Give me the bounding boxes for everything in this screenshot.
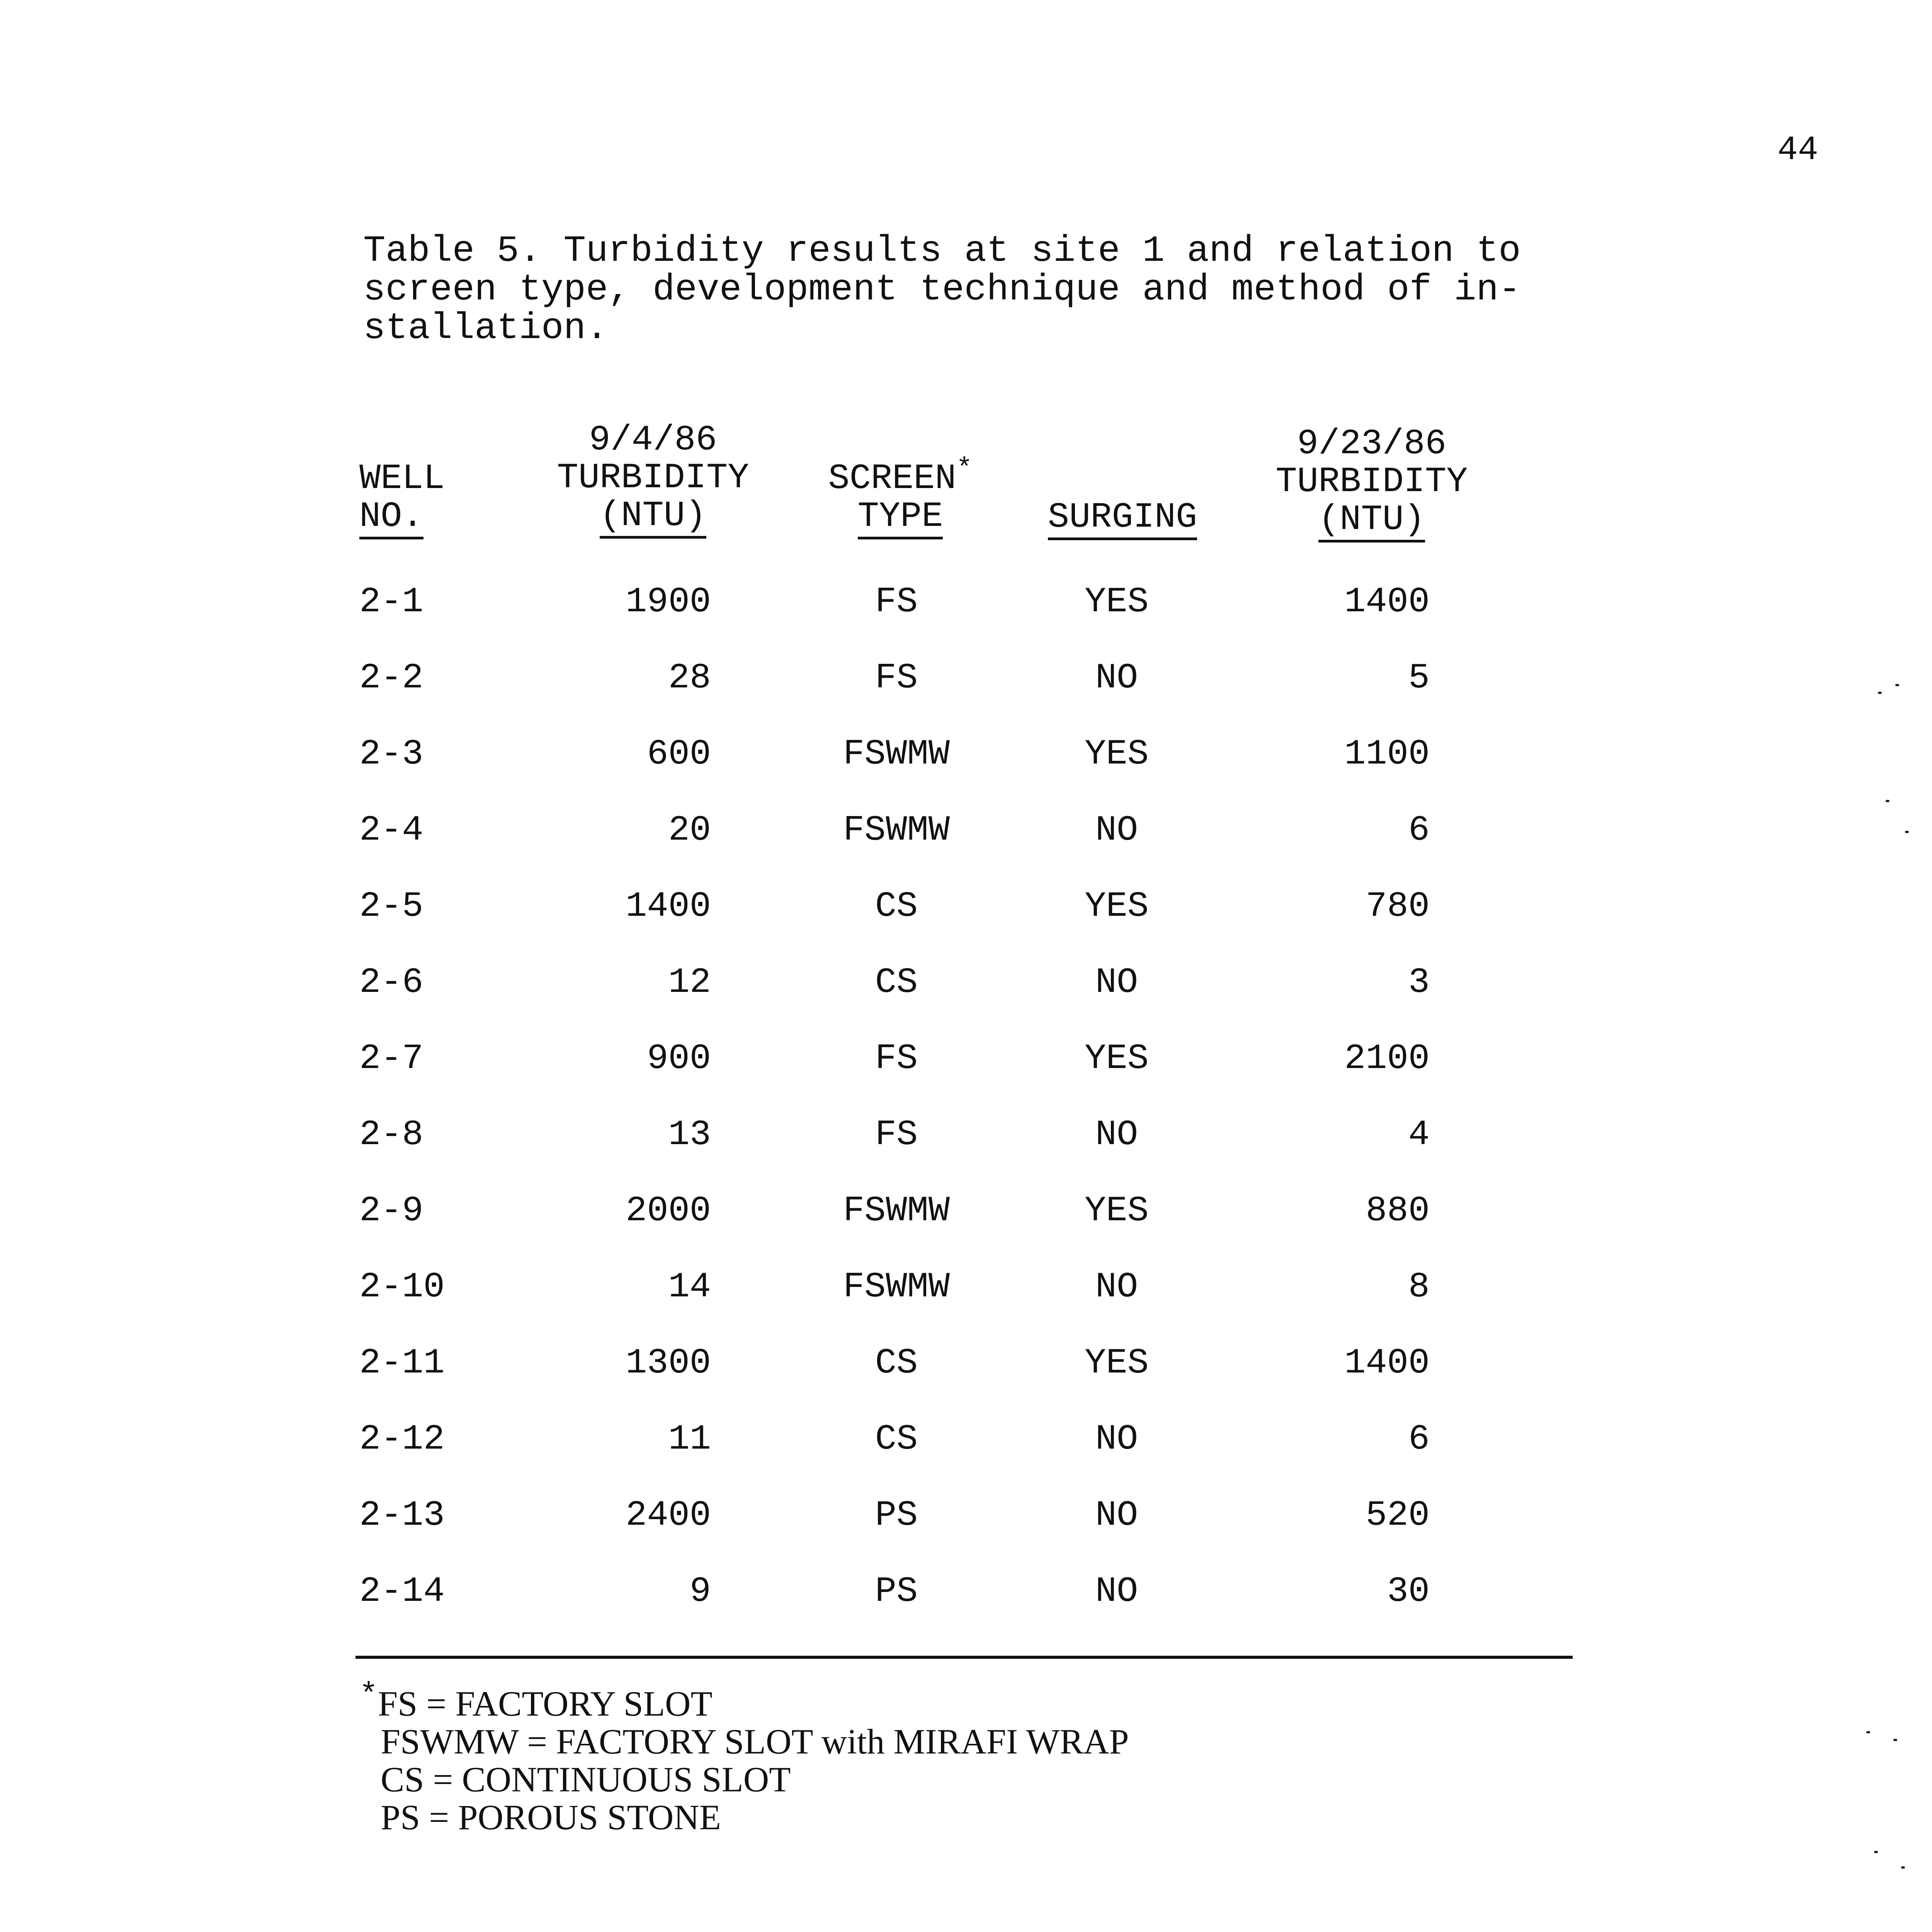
cell-screen-type: CS	[875, 1343, 918, 1383]
header-screen-line-1	[823, 454, 978, 499]
cell-turbidity-1: 1400	[626, 886, 711, 927]
cell-well-no: 2-12	[359, 1419, 445, 1459]
footnote-asterisk: *	[359, 1678, 378, 1713]
cell-turbidity-2: 3	[1408, 962, 1430, 1003]
table-row	[0, 658, 1932, 704]
cell-screen-type: FS	[875, 1038, 918, 1079]
table-row	[0, 1038, 1932, 1085]
table-caption: Table 5. Turbidity results at site 1 and relation to screen type, development technique and method of in- stallation.	[363, 230, 1521, 349]
table-row	[0, 1114, 1932, 1161]
cell-well-no: 2-7	[359, 1038, 423, 1079]
header-turb2-unit: (NTU)	[1318, 499, 1425, 543]
cell-turbidity-1: 14	[668, 1267, 711, 1307]
cell-turbidity-2: 1400	[1344, 582, 1430, 622]
cell-turbidity-2: 1400	[1344, 1343, 1430, 1383]
scan-speck	[1866, 1731, 1870, 1733]
cell-screen-type: CS	[875, 1419, 918, 1459]
cell-surging: NO	[1095, 1267, 1138, 1307]
table-row	[0, 582, 1932, 628]
header-turb1-unit: (NTU)	[600, 495, 706, 539]
header-turbidity-9-23-86	[1264, 425, 1480, 539]
footnote-fswmw: FSWMW = FACTORY SLOT with MIRAFI WRAP	[381, 1722, 1129, 1761]
cell-surging: YES	[1085, 1190, 1149, 1231]
header-turb1-date: 9/4/86	[589, 420, 717, 460]
table-row	[0, 734, 1932, 780]
cell-turbidity-1: 900	[647, 1038, 711, 1079]
cell-surging: YES	[1085, 582, 1149, 622]
table-row	[0, 1419, 1932, 1465]
cell-surging: YES	[1085, 734, 1149, 774]
cell-turbidity-1: 28	[668, 658, 711, 698]
scan-speck	[1878, 692, 1882, 694]
cell-surging: NO	[1095, 1495, 1138, 1536]
cell-turbidity-2: 6	[1408, 1419, 1430, 1459]
cell-well-no: 2-10	[359, 1267, 445, 1307]
cell-screen-type: PS	[875, 1495, 918, 1536]
table-row	[0, 962, 1932, 1009]
table-row	[0, 1190, 1932, 1237]
scan-speck	[1901, 1866, 1905, 1869]
header-screen-asterisk: *	[956, 454, 973, 485]
cell-turbidity-2: 520	[1366, 1495, 1430, 1536]
cell-screen-type: FS	[875, 582, 918, 622]
header-surging-label: SURGING	[1048, 497, 1197, 540]
cell-turbidity-2: 6	[1408, 810, 1430, 850]
cell-well-no: 2-6	[359, 962, 423, 1003]
header-screen-type-label: TYPE	[858, 496, 943, 539]
cell-surging: NO	[1095, 962, 1138, 1003]
cell-screen-type: FSWMW	[843, 1190, 950, 1231]
header-turb2-date: 9/23/86	[1297, 423, 1447, 464]
header-turb2-unit-line	[1264, 501, 1480, 539]
header-turb2-label: TURBIDITY	[1276, 461, 1468, 502]
cell-turbidity-1: 9	[689, 1571, 711, 1612]
cell-screen-type: FSWMW	[843, 734, 950, 774]
cell-surging: NO	[1095, 658, 1138, 698]
cell-well-no: 2-8	[359, 1114, 423, 1155]
header-turb1-unit-line	[545, 497, 761, 535]
cell-turbidity-1: 2400	[626, 1495, 711, 1536]
header-well-line-1: WELL	[359, 458, 445, 499]
header-turbidity-9-4-86	[545, 421, 761, 535]
footnotes	[359, 1678, 1129, 1837]
cell-well-no: 2-11	[359, 1343, 445, 1383]
cell-well-no: 2-5	[359, 886, 423, 927]
header-surging	[1036, 498, 1209, 536]
cell-turbidity-1: 1900	[626, 582, 711, 622]
cell-turbidity-1: 12	[668, 962, 711, 1003]
cell-surging: NO	[1095, 1571, 1138, 1612]
table-row	[0, 1267, 1932, 1313]
cell-turbidity-1: 600	[647, 734, 711, 774]
table-row	[0, 810, 1932, 856]
header-turb1-label: TURBIDITY	[557, 457, 749, 498]
cell-well-no: 2-13	[359, 1495, 445, 1536]
header-screen-label: SCREEN	[828, 458, 956, 499]
cell-surging: YES	[1085, 1343, 1149, 1383]
cell-turbidity-1: 11	[668, 1419, 711, 1459]
header-surging-line	[1036, 498, 1209, 536]
cell-surging: NO	[1095, 1419, 1138, 1459]
cell-surging: YES	[1085, 886, 1149, 927]
scan-speck	[1886, 800, 1889, 802]
cell-screen-type: FSWMW	[843, 810, 950, 850]
table-row	[0, 886, 1932, 932]
cell-surging: NO	[1095, 1114, 1138, 1155]
cell-turbidity-2: 30	[1387, 1571, 1430, 1612]
header-screen-line-2	[823, 498, 978, 536]
cell-turbidity-2: 8	[1408, 1267, 1430, 1307]
cell-well-no: 2-14	[359, 1571, 445, 1612]
cell-well-no: 2-9	[359, 1190, 423, 1231]
table-row	[0, 1571, 1932, 1617]
cell-turbidity-1: 20	[668, 810, 711, 850]
header-well-no	[359, 460, 460, 536]
cell-screen-type: FS	[875, 1114, 918, 1155]
cell-turbidity-2: 780	[1366, 886, 1430, 927]
cell-screen-type: PS	[875, 1571, 918, 1612]
scan-speck	[1893, 1739, 1897, 1741]
scan-speck	[1905, 831, 1909, 833]
cell-turbidity-2: 4	[1408, 1114, 1430, 1155]
cell-turbidity-1: 1300	[626, 1343, 711, 1383]
table-row	[0, 1343, 1932, 1389]
cell-well-no: 2-2	[359, 658, 423, 698]
footnote-fs	[359, 1678, 1129, 1723]
cell-turbidity-1: 2000	[626, 1190, 711, 1231]
footnote-ps: PS = POROUS STONE	[381, 1798, 721, 1837]
cell-turbidity-2: 2100	[1344, 1038, 1430, 1079]
header-well-underline: NO.	[359, 496, 423, 539]
cell-surging: NO	[1095, 810, 1138, 850]
cell-turbidity-1: 13	[668, 1114, 711, 1155]
table-row	[0, 1495, 1932, 1541]
scan-speck	[1895, 684, 1899, 686]
cell-turbidity-2: 880	[1366, 1190, 1430, 1231]
cell-screen-type: FSWMW	[843, 1267, 950, 1307]
cell-well-no: 2-1	[359, 582, 423, 622]
cell-turbidity-2: 1100	[1344, 734, 1430, 774]
cell-surging: YES	[1085, 1038, 1149, 1079]
header-well-line-2	[359, 498, 460, 536]
header-screen-type	[823, 454, 978, 537]
cell-screen-type: CS	[875, 962, 918, 1003]
scan-speck	[1874, 1851, 1878, 1853]
cell-well-no: 2-3	[359, 734, 423, 774]
cell-turbidity-2: 5	[1408, 658, 1430, 698]
table-bottom-rule	[355, 1656, 1573, 1659]
footnote-cs: CS = CONTINUOUS SLOT	[381, 1760, 791, 1799]
footnote-fs-text: FS = FACTORY SLOT	[378, 1684, 713, 1723]
cell-screen-type: CS	[875, 886, 918, 927]
cell-well-no: 2-4	[359, 810, 423, 850]
cell-screen-type: FS	[875, 658, 918, 698]
page-number: 44	[1777, 131, 1818, 170]
